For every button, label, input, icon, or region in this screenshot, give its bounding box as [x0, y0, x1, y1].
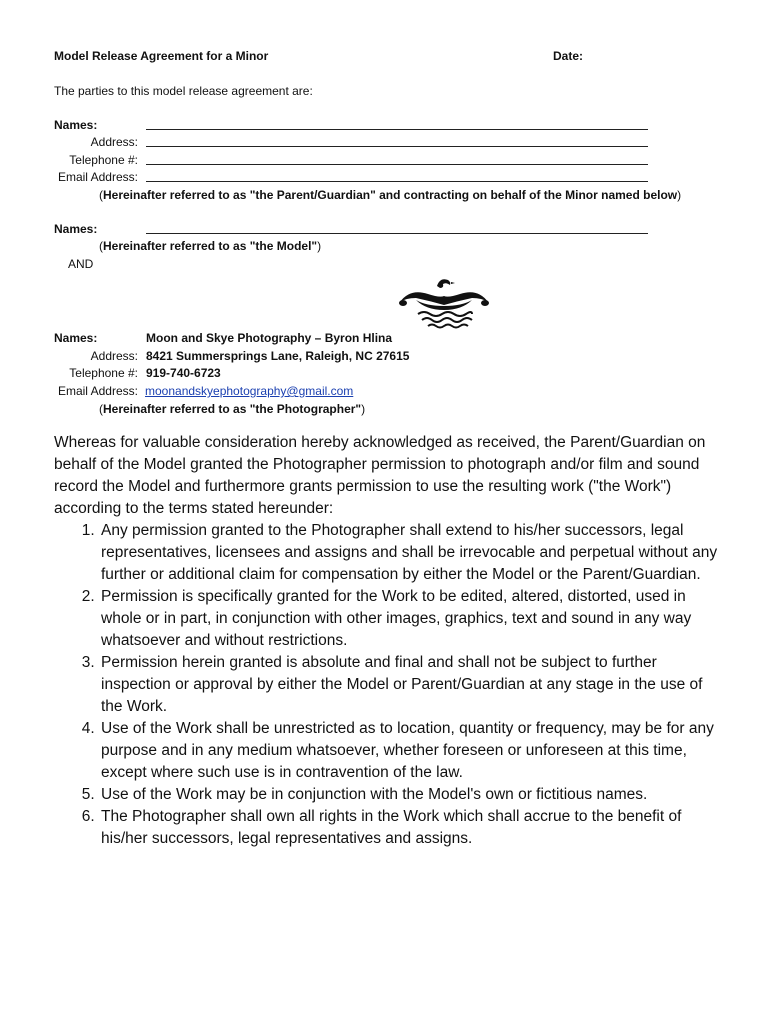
list-item: 6. The Photographer shall own all rights in the Work which shall accrue to the benefit of his/her successors, legal representatives and assigns.	[99, 806, 718, 850]
model-referred-note: (Hereinafter referred to as "the Model")	[99, 239, 322, 253]
parent-telephone-field[interactable]	[146, 164, 648, 165]
photographer-telephone-label: Telephone #:	[69, 366, 138, 380]
date-label: Date:	[553, 49, 584, 63]
parent-email-field[interactable]	[146, 181, 648, 182]
parent-referred-note: (Hereinafter referred to as "the Parent/Guardian" and contracting on behalf of the Minor named below)	[99, 188, 682, 202]
swimmer-logo-icon	[396, 276, 492, 334]
agreement-body	[54, 432, 718, 850]
parent-email-label: Email Address:	[57, 170, 138, 184]
photographer-telephone-value: 919-740-6723	[146, 366, 221, 380]
list-item: 2. Permission is specifically granted for the Work to be edited, altered, distorted, used in whole or in part, in conjunction with other images, graphics, text and sound in any way whatsoever and without restrictions.	[99, 586, 718, 652]
list-item: 5. Use of the Work may be in conjunction with the Model's own or fictitious names.	[99, 784, 718, 806]
photographer-name-value: Moon and Skye Photography – Byron Hlina	[146, 331, 393, 345]
photographer-email-label: Email Address:	[57, 384, 138, 398]
photographer-email-link[interactable]: moonandskyephotography@gmail.com	[145, 384, 354, 398]
parent-names-field[interactable]	[146, 129, 648, 130]
photographer-names-label: Names:	[54, 331, 98, 345]
photographer-address-value: 8421 Summersprings Lane, Raleigh, NC 27615	[146, 349, 410, 363]
photographer-address-label: Address:	[90, 349, 138, 363]
parent-telephone-label: Telephone #:	[69, 153, 138, 167]
list-item: 3. Permission herein granted is absolute and final and shall not be subject to further inspection or approval by either the Model or Parent/Guardian at any stage in the use of the Work.	[99, 652, 718, 718]
document-title: Model Release Agreement for a Minor	[54, 49, 269, 63]
list-item: 1. Any permission granted to the Photographer shall extend to his/her successors, legal representatives, licensees and assigns and shall be irrevocable and perpetual without any further or additional claim for compensation by either the Model or the Parent/Guardian.	[99, 520, 718, 586]
model-names-field[interactable]	[146, 233, 648, 234]
parent-address-field[interactable]	[146, 146, 648, 147]
parent-names-label: Names:	[54, 118, 98, 132]
photographer-referred-note: (Hereinafter referred to as "the Photographer")	[99, 402, 366, 416]
model-names-label: Names:	[54, 222, 98, 236]
and-separator: AND	[68, 257, 94, 271]
whereas-paragraph: Whereas for valuable consideration hereby acknowledged as received, the Parent/Guardian on behalf of the Model granted the Photographer permission to photograph and/or film and sound record the Model and furthermore grants permission to use the resulting work ("the Work") according to the terms stated hereunder:	[54, 434, 706, 517]
intro-text: The parties to this model release agreement are:	[54, 84, 313, 98]
list-item: 4. Use of the Work shall be unrestricted as to location, quantity or frequency, may be for any purpose and in any medium whatsoever, whether foreseen or unforeseen at this time, except where such use is in contravention of the law.	[99, 718, 718, 784]
parent-address-label: Address:	[90, 135, 138, 149]
terms-list	[54, 520, 718, 850]
